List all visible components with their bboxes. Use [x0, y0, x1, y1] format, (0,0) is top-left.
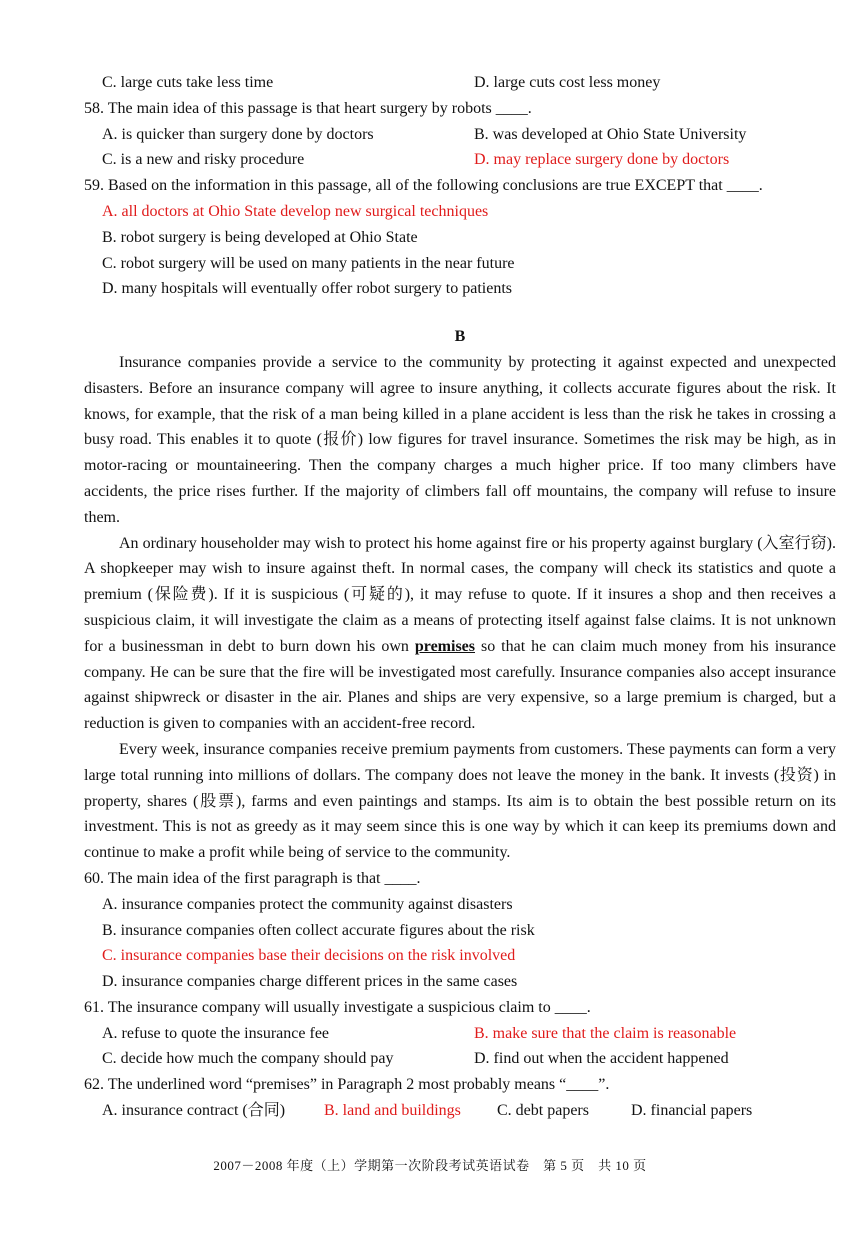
passage-paragraph-1: Insurance companies provide a service to the community by protecting it against expected and unexpected disasters. Before an insurance company will agree to insure anything, it collects accurate figures about the risk. It knows, for example, that the risk of a man being killed in a plane accident is less than the risk he takes in crossing a busy road. This enables it to quote (报价) low figures for travel insurance. Sometimes the risk may be high, as in motor-racing or mountaineering. Then the company charges a much higher price. If too many climbers have accidents, the price rises further. If the majority of climbers fall off mountains, the company will refuse to insure them. [84, 353, 836, 526]
q62-option-a: A. insurance contract (合同) [102, 1102, 286, 1120]
passage-paragraph-2-start: An ordinary householder may wish to protect his home against fire or his property against burglary (入室行窃). A shopkeeper may wish to insure against theft. In normal cases, the company will check its statistics and quote a premium (保险费). If it is suspicious (可疑的), it may refuse to quote. If it insures a shop and then receives a suspicious claim, it will investigate the claim as a means of protecting itself against false claims. It is not unknown for a businessman in debt to burn down his own [84, 534, 836, 655]
q58-stem: 58. The main idea of this passage is that heart surgery by robots ____. [84, 99, 532, 117]
passage-paragraph-3: Every week, insurance companies receive premium payments from customers. These payments can form a very large total running into millions of dollars. The company does not leave the money in the bank. It invests (投资) in property, shares (股票), farms and even paintings and stamps. Its aim is to obtain the best possible return on its investment. This is not as greedy as it may seem since this is one way by which it can keep its premiums down and continue to make a profit while being of service to the community. [84, 740, 836, 862]
spacer [84, 302, 836, 324]
q60-option-d: D. insurance companies charge different prices in the same cases [102, 973, 518, 991]
q59-option-a-answer: A. all doctors at Ohio State develop new surgical techniques [102, 202, 489, 220]
q61-options-row-1 [84, 1021, 836, 1047]
q57-option-d: D. large cuts cost less money [474, 74, 661, 91]
underlined-word-premises: premises [414, 637, 475, 655]
q59-option-b: B. robot surgery is being developed at Ohio State [102, 228, 418, 246]
page-footer: 2007－2008 年度（上）学期第一次阶段考试英语试卷 第 5 页 共 10 页 [213, 1158, 647, 1173]
q60-option-c-answer: C. insurance companies base their decisions on the risk involved [102, 947, 516, 965]
q61-option-a: A. refuse to quote the insurance fee [102, 1024, 330, 1042]
q62-option-c: C. debt papers [497, 1102, 589, 1120]
q62-options-row [84, 1098, 836, 1124]
section-b-title: B [454, 328, 466, 346]
q59-option-c: C. robot surgery will be used on many patients in the near future [102, 254, 515, 272]
q58-options-row-2 [84, 147, 836, 173]
q60-option-b: B. insurance companies often collect accurate figures about the risk [102, 921, 535, 939]
passage-paragraph-2 [84, 531, 836, 737]
q58-option-a: A. is quicker than surgery done by doctors [102, 125, 374, 143]
q61-option-d: D. find out when the accident happened [474, 1050, 729, 1068]
q60-stem: 60. The main idea of the first paragraph is that ____. [84, 869, 421, 887]
q62-option-b-answer: B. land and buildings [324, 1102, 461, 1120]
q61-option-c: C. decide how much the company should pay [102, 1050, 394, 1068]
q57-option-c: C. large cuts take less time [102, 74, 274, 91]
exam-page [84, 70, 836, 1124]
q61-stem: 61. The insurance company will usually investigate a suspicious claim to ____. [84, 998, 591, 1016]
q62-option-d: D. financial papers [631, 1102, 753, 1120]
q61-options-row-2 [84, 1046, 836, 1072]
q59-option-d: D. many hospitals will eventually offer robot surgery to patients [102, 280, 512, 298]
q58-option-d-answer: D. may replace surgery done by doctors [474, 151, 730, 169]
passage-paragraph-2-end: so that he can claim much money from his insurance company. He can be sure that the fire will be investigated most carefully. Insurance companies also accept insurance against shipwreck or disaster in the air. Planes and ships are very expensive, so a large premium is charged, but a reduction is given to companies with an accident-free record. [84, 637, 837, 733]
q58-option-b: B. was developed at Ohio State University [474, 125, 747, 143]
q59-stem: 59. Based on the information in this passage, all of the following conclusions are true EXCEPT that ____. [84, 177, 763, 195]
q60-option-a: A. insurance companies protect the community against disasters [102, 895, 513, 913]
q61-option-b-answer: B. make sure that the claim is reasonable [474, 1024, 737, 1042]
q58-option-c: C. is a new and risky procedure [102, 151, 305, 169]
q57-options-row [84, 70, 836, 96]
q58-options-row-1 [84, 122, 836, 148]
q62-stem: 62. The underlined word “premises” in Paragraph 2 most probably means “____”. [84, 1076, 610, 1094]
